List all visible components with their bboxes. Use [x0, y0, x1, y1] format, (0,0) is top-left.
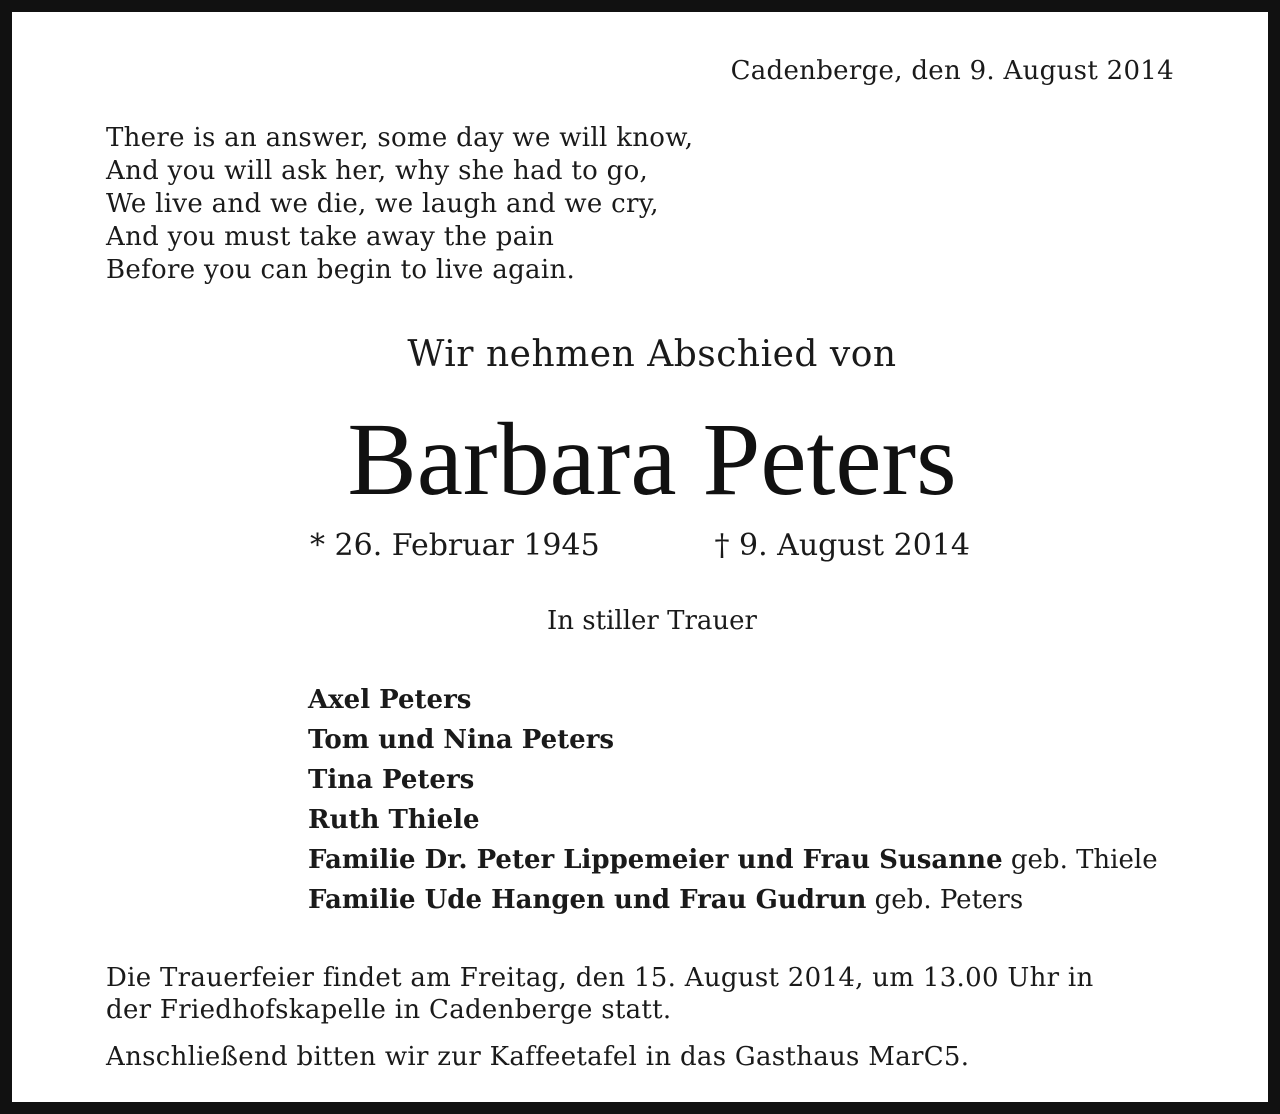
birth-date: * 26. Februar 1945 — [310, 528, 600, 563]
mourning-line: In stiller Trauer — [547, 606, 757, 636]
mourner-suffix: geb. Thiele — [1002, 845, 1158, 875]
poem-line: There is an answer, some day we will know, — [106, 123, 694, 153]
mourner-name: Familie Dr. Peter Lippemeier und Frau Susanne — [308, 845, 1003, 875]
ceremony-line: Die Trauerfeier findet am Freitag, den 15. August 2014, um 13.00 Uhr in — [106, 963, 1094, 993]
mourner-name: Axel Peters — [308, 685, 472, 715]
ceremony-line: der Friedhofskapelle in Cadenberge statt. — [106, 995, 672, 1025]
mourners-list — [308, 680, 1158, 920]
farewell-intro: Wir nehmen Abschied von — [407, 334, 897, 375]
death-date: † 9. August 2014 — [714, 528, 970, 563]
mourner-name: Familie Ude Hangen und Frau Gudrun — [308, 885, 867, 915]
mourner-name: Tom und Nina Peters — [308, 725, 615, 755]
mourner-item — [308, 840, 1158, 880]
mourner-item — [308, 760, 1158, 800]
mourner-item — [308, 680, 1158, 720]
poem-line: And you will ask her, why she had to go, — [106, 156, 649, 186]
dateline: Cadenberge, den 9. August 2014 — [730, 56, 1174, 86]
poem — [106, 122, 693, 287]
coffee-invitation: Anschließend bitten wir zur Kaffeetafel in das Gasthaus MarC5. — [106, 1042, 970, 1072]
mourner-name: Ruth Thiele — [308, 805, 480, 835]
deceased-name: Barbara Peters — [347, 402, 957, 517]
poem-line: We live and we die, we laugh and we cry, — [106, 189, 659, 219]
poem-line: And you must take away the pain — [106, 222, 555, 252]
mourner-item — [308, 800, 1158, 840]
mourner-item — [308, 720, 1158, 760]
mourner-name: Tina Peters — [308, 765, 475, 795]
mourner-suffix: geb. Peters — [866, 885, 1024, 915]
ceremony-info — [106, 962, 1198, 1026]
poem-line: Before you can begin to live again. — [106, 255, 576, 285]
mourner-item — [308, 880, 1158, 920]
